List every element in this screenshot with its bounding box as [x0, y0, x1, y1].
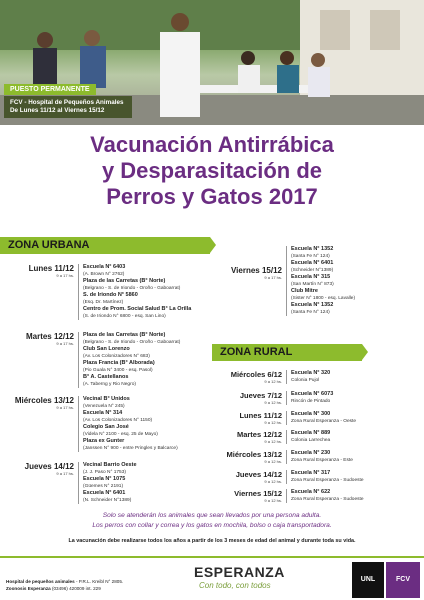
- location-address: (N. Schneider N°1389): [83, 498, 132, 503]
- day-hours: 9 a 12 hs.: [264, 498, 282, 503]
- day-hours: 9 a 17 hs.: [56, 273, 74, 278]
- location-list: [78, 462, 137, 504]
- location-list: [286, 430, 330, 444]
- location-address: (Pio Guala N° 3400 - esq. Pasol): [83, 368, 153, 373]
- location-name: Club San Lorenzo: [83, 346, 130, 352]
- location-address: (Belgrano - S. de Iriondo - Oroño - Gaboarrat): [83, 340, 181, 345]
- location-address: (San Martín N° 873): [291, 282, 334, 287]
- location-address: (Santa Fe N° 124): [291, 310, 330, 315]
- location-entry: [83, 346, 180, 360]
- day-label: Miércoles 6/12: [230, 370, 282, 379]
- day-label: Lunes 11/12: [239, 411, 282, 420]
- location-address: (Janssen N° 900 - entre Pringles y Balcarce): [83, 446, 178, 451]
- location-name: Plaza de las Carretas (B° Norte): [83, 332, 166, 338]
- day-label: Miércoles 13/12: [226, 450, 282, 459]
- location-name: Escuela N° 6073: [291, 391, 334, 397]
- day-hours: 9 a 12 hs.: [264, 400, 282, 405]
- schedule-day: [8, 332, 74, 346]
- location-address: (A. Brown N° 2762): [83, 272, 125, 277]
- badge-line-1: FCV - Hospital de Pequeños Animales: [10, 99, 124, 106]
- footer-contacts: [6, 578, 123, 592]
- location-address: (Av. Los Colonizadores N° 683): [83, 354, 150, 359]
- schedule-day: [216, 391, 282, 405]
- hosp-label: Hospital de pequeños animales: [6, 579, 75, 584]
- location-name: Escuela N° 314: [83, 410, 123, 416]
- location-name: Club Mitre: [291, 288, 318, 294]
- location-entry: [83, 396, 178, 410]
- location-entry: [291, 302, 355, 316]
- location-address: (Sister N° 1800 - esq. Lavalle): [291, 296, 356, 301]
- location-address: (Venezuela N° 245): [83, 404, 125, 409]
- zoo-phone: (03496) 420009 int. 229: [51, 586, 101, 591]
- location-entry: [291, 246, 355, 260]
- location-entry: [83, 410, 178, 424]
- location-name: Escuela N° 320: [291, 370, 331, 376]
- location-entry: [83, 332, 180, 346]
- location-address: Colonia Larrechea: [291, 438, 331, 443]
- schedule-day: [216, 489, 282, 503]
- location-list: [78, 264, 191, 320]
- schedule-day: [8, 264, 74, 278]
- location-name: Escuela N° 6401: [83, 490, 126, 496]
- hosp-addr: - P.R.L. Kreibl N° 2805.: [75, 579, 124, 584]
- location-address: Zona Rural Esperanza - Oeste: [291, 419, 357, 424]
- location-entry: [83, 360, 180, 374]
- day-label: Jueves 14/12: [235, 470, 282, 479]
- location-list: [286, 411, 356, 425]
- location-list: [286, 489, 364, 503]
- schedule-day: [8, 396, 74, 410]
- day-label: Viernes 15/12: [234, 489, 282, 498]
- location-list: [286, 391, 333, 405]
- location-list: [286, 470, 364, 484]
- day-hours: 9 a 17 hs.: [56, 471, 74, 476]
- badge-tag: PUESTO PERMANENTE: [4, 84, 96, 95]
- day-hours: 9 a 17 hs.: [56, 341, 74, 346]
- location-list: [78, 396, 178, 452]
- note-leash: Los perros con collar y correa y los gatos en mochila, bolso o caja transportadora.: [92, 522, 332, 529]
- day-label: Viernes 15/12: [230, 266, 282, 275]
- location-entry: [83, 278, 191, 292]
- schedule-day: [216, 266, 282, 280]
- location-address: (S. de Iriondo N° 6800 - esq. San Lino): [83, 314, 166, 319]
- location-address: Colonia Pujol: [291, 378, 320, 383]
- location-entry: [291, 260, 355, 274]
- esperanza-slogan: Con todo, con todos: [199, 581, 271, 590]
- note-annual: La vacunación debe realizarse todos los años a partir de los 3 meses de edad del animal y durante toda su vida.: [68, 538, 356, 544]
- day-label: Jueves 14/12: [24, 462, 74, 471]
- location-name: Escuela N° 1075: [83, 476, 126, 482]
- day-label: Lunes 11/12: [28, 264, 74, 273]
- location-address: (J. J. Paso N° 1753): [83, 470, 126, 475]
- schedule-day: [216, 411, 282, 425]
- fcv-logo: FCV: [386, 562, 420, 598]
- location-name: Escuela N° 317: [291, 470, 331, 476]
- unl-logo: UNL: [352, 562, 384, 598]
- location-name: Escuela N° 300: [291, 411, 331, 417]
- location-name: S. de Iriondo N° 5860: [83, 292, 138, 298]
- location-list: [286, 370, 330, 384]
- schedule-day: [216, 370, 282, 384]
- location-entry: [291, 470, 364, 484]
- location-entry: [291, 274, 355, 288]
- schedule-day: [216, 430, 282, 444]
- location-entry: [83, 292, 191, 306]
- location-entry: [83, 462, 137, 476]
- permanent-post-badge: [4, 78, 132, 118]
- schedule-day: [216, 450, 282, 464]
- zona-rural-header: ZONA RURAL: [212, 344, 362, 361]
- location-name: Escuela N° 230: [291, 450, 331, 456]
- location-name: Escuela N° 1352: [291, 246, 334, 252]
- day-hours: 9 a 12 hs.: [264, 439, 282, 444]
- location-list: [78, 332, 180, 388]
- location-address: (Av. Los Colonizadores N° 1150): [83, 418, 153, 423]
- title-line-3: Perros y Gatos 2017: [106, 184, 318, 209]
- day-label: Jueves 7/12: [239, 391, 282, 400]
- location-entry: [83, 424, 178, 438]
- badge-line-2: De Lunes 11/12 al Viernes 15/12: [10, 107, 105, 114]
- location-entry: [83, 306, 191, 320]
- location-address: (Videla N° 2100 - esq. 25 de Mayo): [83, 432, 158, 437]
- day-label: Martes 12/12: [236, 430, 282, 439]
- location-entry: [83, 476, 137, 490]
- location-name: Centro de Prom. Social Salud B° La Orilla: [83, 306, 192, 312]
- location-address: Rincón de Pintado: [291, 399, 331, 404]
- day-hours: 9 a 12 hs.: [264, 459, 282, 464]
- day-hours: 9 a 17 hs.: [264, 275, 282, 280]
- schedule-day: [216, 470, 282, 484]
- location-name: Escuela N° 889: [291, 430, 331, 436]
- location-name: Escuela N° 6403: [83, 264, 126, 270]
- location-address: (Santa Fe N° 124): [291, 254, 330, 259]
- location-address: (Schneider N°1389): [291, 268, 334, 273]
- location-name: Colegio San José: [83, 424, 129, 430]
- title-line-1: Vacunación Antirrábica: [90, 132, 334, 157]
- zoo-label: Zoonosis Esperanza: [6, 586, 51, 591]
- location-entry: [83, 438, 178, 452]
- location-list: [286, 246, 355, 316]
- location-address: (Esq. Dr. Martínez): [83, 300, 124, 305]
- footer: [0, 556, 424, 600]
- location-name: Plaza ex Gunter: [83, 438, 125, 444]
- location-address: Zona Rural Esperanza - Este: [291, 458, 353, 463]
- location-entry: [83, 264, 191, 278]
- location-name: Escuela N° 622: [291, 489, 331, 495]
- location-entry: [291, 489, 364, 503]
- location-name: Vecinal B° Unidos: [83, 396, 130, 402]
- esperanza-logo: ESPERANZA: [194, 564, 285, 580]
- location-address: (Belgrano - S. de Iriondo - Oroño - Gaboarrat): [83, 286, 181, 291]
- location-address: (A. Taberng y Rio Negro): [83, 382, 136, 387]
- location-entry: [291, 288, 355, 302]
- day-hours: 9 a 17 hs.: [56, 405, 74, 410]
- location-name: Plaza Francia (B° Alborada): [83, 360, 155, 366]
- day-hours: 9 a 12 hs.: [264, 379, 282, 384]
- location-name: Plaza de las Carretas (B° Norte): [83, 278, 166, 284]
- location-address: Zona Rural Esperanza - Sudoeste: [291, 497, 364, 502]
- day-hours: 9 a 12 hs.: [264, 479, 282, 484]
- title-line-2: y Desparasitación de: [101, 158, 323, 183]
- zona-urbana-header: ZONA URBANA: [0, 237, 210, 254]
- location-entry: [83, 490, 137, 504]
- page-title: [0, 132, 424, 210]
- location-address: (Güemes N° 2191): [83, 484, 124, 489]
- location-list: [286, 450, 353, 464]
- badge-box: [4, 96, 132, 118]
- location-name: Escuela N° 315: [291, 274, 331, 280]
- note-adult: Solo se atenderán los animales que sean llevados por una persona adulta.: [102, 512, 322, 519]
- header-photo: [0, 0, 424, 125]
- location-name: B° A. Castellanos: [83, 374, 129, 380]
- location-entry: [291, 370, 330, 384]
- day-label: Miércoles 13/12: [14, 396, 74, 405]
- location-name: Escuela N° 6401: [291, 260, 334, 266]
- location-address: Zona Rural Esperanza - Sudoeste: [291, 478, 364, 483]
- day-hours: 9 a 12 hs.: [264, 420, 282, 425]
- location-entry: [291, 411, 356, 425]
- location-name: Vecinal Barrio Oeste: [83, 462, 137, 468]
- location-entry: [291, 450, 353, 464]
- location-entry: [291, 391, 333, 405]
- schedule-day: [8, 462, 74, 476]
- location-entry: [291, 430, 330, 444]
- location-name: Escuela N° 1352: [291, 302, 334, 308]
- day-label: Martes 12/12: [25, 332, 74, 341]
- location-entry: [83, 374, 180, 388]
